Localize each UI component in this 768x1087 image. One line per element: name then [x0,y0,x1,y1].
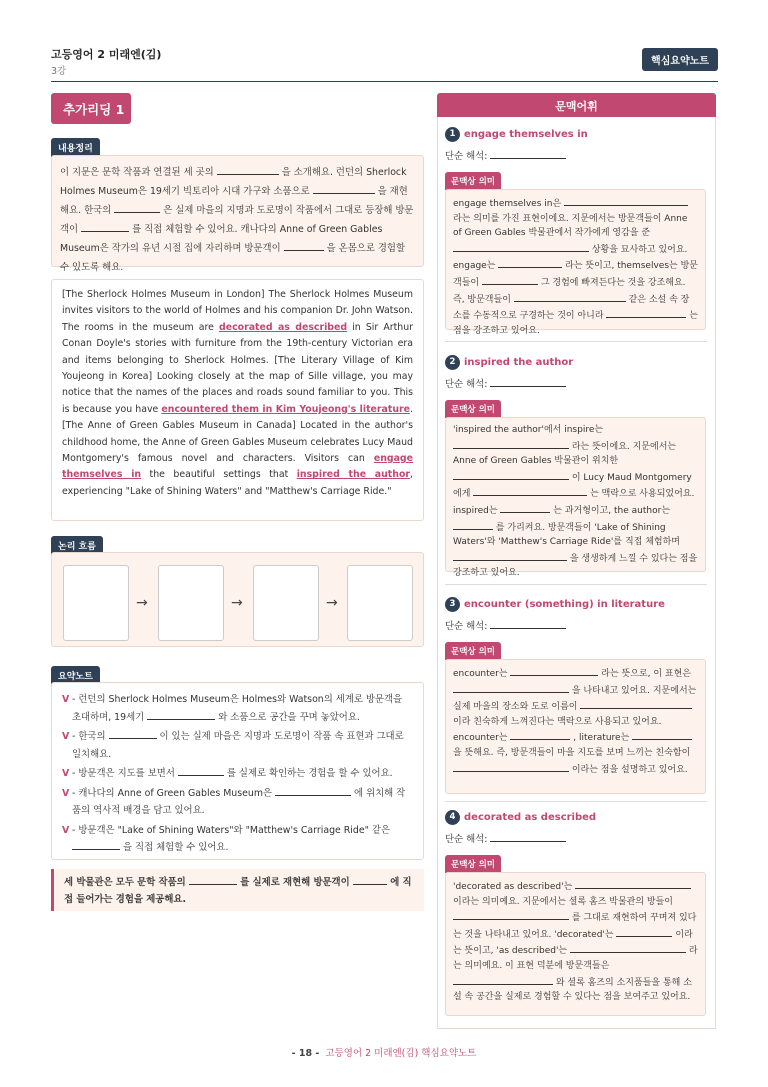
passage-text: [The Sherlock Holmes Museum in London] The Sherlock Holmes Museum invites visitors to the world of Holmes and his companion Dr. John Watson. The rooms in the museum are [62,289,413,333]
note-text: 에 위치해 작품의 역사적 배경을 담고 있어요. [72,787,406,816]
note-text: - 방문객은 "Lake of Shining Waters"와 "Matthew's Carriage Ride" 같은 [72,824,391,836]
answer-blank[interactable] [353,874,387,885]
simple-translation [445,376,566,390]
answer-blank[interactable] [606,307,686,318]
answer-blank[interactable] [453,909,569,920]
note-text: 이 있는 실제 마을은 지명과 도로명이 작품 속 표현과 그대로 일치해요. [72,731,404,760]
answer-blank[interactable] [482,274,538,285]
context-text: 이라는 뜻이고, 'as described'는 [453,929,693,957]
answer-blank[interactable] [189,874,237,885]
summary-text: 을 온몸으로 경험할 수 있도록 해요. [60,243,406,273]
flow-card-4[interactable] [347,565,413,641]
answer-blank[interactable] [490,831,566,842]
answer-blank[interactable] [632,729,692,740]
answer-blank[interactable] [510,729,570,740]
answer-blank[interactable] [313,183,375,194]
lesson-label: 3강 [51,66,67,77]
number-badge: 4 [445,810,460,825]
answer-blank[interactable] [564,195,688,206]
simple-translation [445,831,566,845]
summary-text: 은 실제 마을의 지명과 도로명이 작품에서 그대로 등장해 방문객이 [60,205,414,235]
answer-blank[interactable] [72,839,120,850]
answer-blank[interactable] [514,291,626,302]
context-box [445,417,706,579]
context-text: 와 셜록 홈즈의 소지품들을 통해 소설 속 공간을 실제로 경험할 수 있다는 점을 보여주고 있어요. [453,977,692,1003]
passage-text: the beautiful settings that [141,469,297,481]
vocab-phrase: encounter (something) in literature [464,599,665,610]
note-text: - 방문객은 지도를 보면서 [72,768,178,779]
context-text: 이라 친숙하게 느껴진다는 맥락으로 사용되고 있어요. encounter는 [453,716,662,744]
check-icon: V [62,768,70,779]
context-text: 그 경험에 빠져든다는 것을 강조해요. 즉, 방문객들이 [453,277,686,305]
arrow-icon: → [326,595,338,611]
context-text: engage themselves in은 [453,199,565,209]
note-box [51,682,424,860]
context-text: 는 점을 강조하고 있어요. [453,311,698,336]
simple-label: 단순 해석: [445,834,488,845]
simple-label: 단순 해석: [445,151,488,162]
context-box [445,189,706,336]
answer-blank[interactable] [616,926,672,937]
arrow-icon: → [231,595,243,611]
note-text: 와 소품으로 공간을 꾸며 놓았어요. [215,711,360,723]
context-text: 이라는 의미예요. 지문에서는 셜록 홈즈 박물관의 방들이 [453,896,673,907]
answer-blank[interactable] [275,785,351,796]
vocab-panel-title: 문맥어휘 [437,93,716,117]
context-text: 라는 뜻이에요. 지문에서는 Anne of Green Gables 박물관이 위치한 [453,441,677,467]
summary-tag: 내용정리 [51,138,100,157]
note-item [62,728,413,763]
answer-blank[interactable] [490,376,566,387]
summary-text: 을 재현해요. 한국의 [60,186,408,216]
summary-text: 이 지문은 문학 작품과 연결된 세 곳의 [60,167,217,178]
section-title: 추가리딩 1 [51,93,131,124]
answer-blank[interactable] [570,942,686,953]
answer-blank[interactable] [147,709,215,720]
page-number: - 18 - [291,1048,320,1059]
vocab-phrase: inspired the author [464,357,574,368]
flow-card-1[interactable] [63,565,129,641]
header-divider [51,81,718,82]
context-text: 같은 소설 속 장소를 수동적으로 구경하는 것이 아니라 [453,294,690,322]
context-text: 을 뜻해요. 즉, 방문객들이 마을 지도를 보며 느끼는 친숙함이 [453,747,691,758]
note-item [62,822,413,857]
simple-label: 단순 해석: [445,621,488,632]
answer-blank[interactable] [81,221,129,232]
context-text: 상황을 묘사하고 있어요. engage는 [453,244,688,272]
page-footer [0,1045,768,1059]
answer-blank[interactable] [498,257,562,268]
callout-text: 세 박물관은 모두 문학 작품의 [64,877,189,888]
note-text: 를 실제로 확인하는 경험을 할 수 있어요. [223,768,393,779]
context-text: 라는 뜻으로, 이 표현은 [598,669,691,679]
footer-title: 고등영어 2 미래엔(김) 핵심요약노트 [325,1048,477,1059]
reading-passage [51,279,424,521]
note-text: 을 직접 체험할 수 있어요. [120,842,229,853]
context-tag: 문맥상 의미 [445,642,501,660]
flow-box [51,552,424,647]
note-text: - 캐나다의 Anne of Green Gables Museum은 [72,787,275,799]
context-text: 를 그대로 재현하여 꾸며져 있다는 것을 나타내고 있어요. 'decorated'는 [453,913,697,940]
highlighted-phrase: engage themselves in [62,453,413,481]
callout-text: 를 실제로 재현해 방문객이 [237,877,353,888]
context-text: 는 맥락으로 사용되었어요. inspired는 [453,489,695,516]
number-badge: 1 [445,127,460,142]
note-item [62,765,413,783]
context-text: 라는 의미를 가진 표현이에요. 지문에서는 방문객들이 Anne of Green Gables 박물관에서 작가에게 영감을 준 [453,213,688,239]
answer-blank[interactable] [178,765,224,776]
vocab-heading-2 [445,355,573,370]
number-badge: 2 [445,355,460,370]
answer-blank[interactable] [580,698,692,709]
context-text: 을 나타내고 있어요. 지문에서는 실제 마을의 장소와 도로 이름이 [453,685,697,713]
book-title: 고등영어 2 미래엔(김) [51,48,162,61]
answer-blank[interactable] [453,974,553,985]
vocab-phrase: decorated as described [464,812,597,823]
vocab-phrase: engage themselves in [464,129,588,140]
answer-blank[interactable] [500,502,550,513]
answer-blank[interactable] [490,618,566,629]
highlighted-phrase: inspired the author [296,469,411,481]
context-tag: 문맥상 의미 [445,172,501,190]
note-item [62,691,413,726]
passage-text: . [The Anne of Green Gables Museum in Canada] Located in the author's childhood home, the Anne of Green Gables Museum celebrates Lucy Maud Montgomery's famous novel and characters. Visitors can [62,403,413,465]
note-text: - 한국의 [72,731,109,742]
answer-blank[interactable] [453,241,589,252]
context-text: encounter는 [453,669,511,679]
vocab-heading-1 [445,127,588,142]
context-text: 라는 뜻이고, themselves는 방문객들이 [453,261,698,288]
summary-text: 을 소개해요. 런던의 Sherlock Holmes Museum은 19세기 빅토리아 시대 가구와 소품으로 [60,167,407,197]
flow-card-3[interactable] [253,565,319,641]
flow-card-2[interactable] [158,565,224,641]
highlighted-phrase: decorated as described [219,321,348,333]
answer-blank[interactable] [453,550,567,561]
context-text: 'inspired the author'에서 inspire는 [453,425,604,435]
summary-callout [51,869,424,911]
context-text: 는 과거형이고, the author는 [550,505,671,516]
answer-blank[interactable] [510,665,598,676]
context-text: 'decorated as described'는 [453,882,576,892]
callout-text: 에 직접 들어가는 경험을 제공해요. [64,877,412,905]
note-item [62,785,413,820]
number-badge: 3 [445,597,460,612]
context-box [445,872,706,1016]
context-tag: 문맥상 의미 [445,855,501,873]
answer-blank[interactable] [114,202,160,213]
answer-blank[interactable] [217,164,279,175]
simple-label: 단순 해석: [445,379,488,390]
answer-blank[interactable] [109,728,157,739]
summary-text: 를 직접 체험할 수 있어요. 캐나다의 Anne of Green Gables Museum은 작가의 유년 시절 집에 자리하며 방문객이 [60,224,383,254]
highlighted-phrase: encountered them in Kim Youjeong's literature [161,403,410,415]
arrow-icon: → [136,595,148,611]
answer-blank[interactable] [453,438,569,449]
context-text: 이라는 점을 설명하고 있어요. [569,764,688,775]
context-text: 를 가리켜요. 방문객들이 'Lake of Shining Waters'와 'Matthew's Carriage Ride'를 직접 체험하며 [453,522,680,548]
context-box [445,659,706,794]
context-text: 을 생생하게 느낄 수 있다는 점을 강조하고 있어요. [453,553,698,579]
passage-text: in Sir Arthur Conan Doyle's stories with furniture from the 19th-century Victorian era and items belonging to Sherlock Holmes. [The Literary Village of Kim Youjeong in Korea] Looking closely at the map of Sille village, you may notice that the names of the places and roads sound familiar to you. This is because you have [62,321,414,415]
check-icon: V [62,694,70,705]
context-tag: 문맥상 의미 [445,400,501,418]
answer-blank[interactable] [575,878,691,889]
flow-tag: 논리 흐름 [51,536,103,555]
check-icon: V [62,787,70,799]
passage-text: , experiencing "Lake of Shining Waters" and "Matthew's Carriage Ride." [62,469,413,497]
answer-blank[interactable] [473,485,587,496]
answer-blank[interactable] [453,469,569,480]
divider [445,801,707,802]
divider [445,341,707,342]
answer-blank[interactable] [453,761,569,772]
divider [445,584,707,585]
answer-blank[interactable] [453,682,569,693]
context-text: , literature는 [570,733,633,744]
context-text: 라는 의미예요. 이 표현 덕분에 방문객들은 [453,946,698,971]
vocab-heading-3 [445,597,665,612]
note-tag: 요약노트 [51,666,100,685]
answer-blank[interactable] [490,148,566,159]
summary-box [51,155,424,273]
check-icon: V [62,731,70,742]
check-icon: V [62,824,70,836]
answer-blank[interactable] [284,240,324,251]
simple-translation [445,618,566,632]
simple-translation [445,148,566,162]
context-text: 이 Lucy Maud Montgomery에게 [453,472,692,500]
note-badge: 핵심요약노트 [642,48,718,71]
answer-blank[interactable] [453,519,493,530]
note-text: - 런던의 Sherlock Holmes Museum은 Holmes와 Watson의 세계로 방문객을 초대하며, 19세기 [72,694,403,723]
vocab-heading-4 [445,810,596,825]
